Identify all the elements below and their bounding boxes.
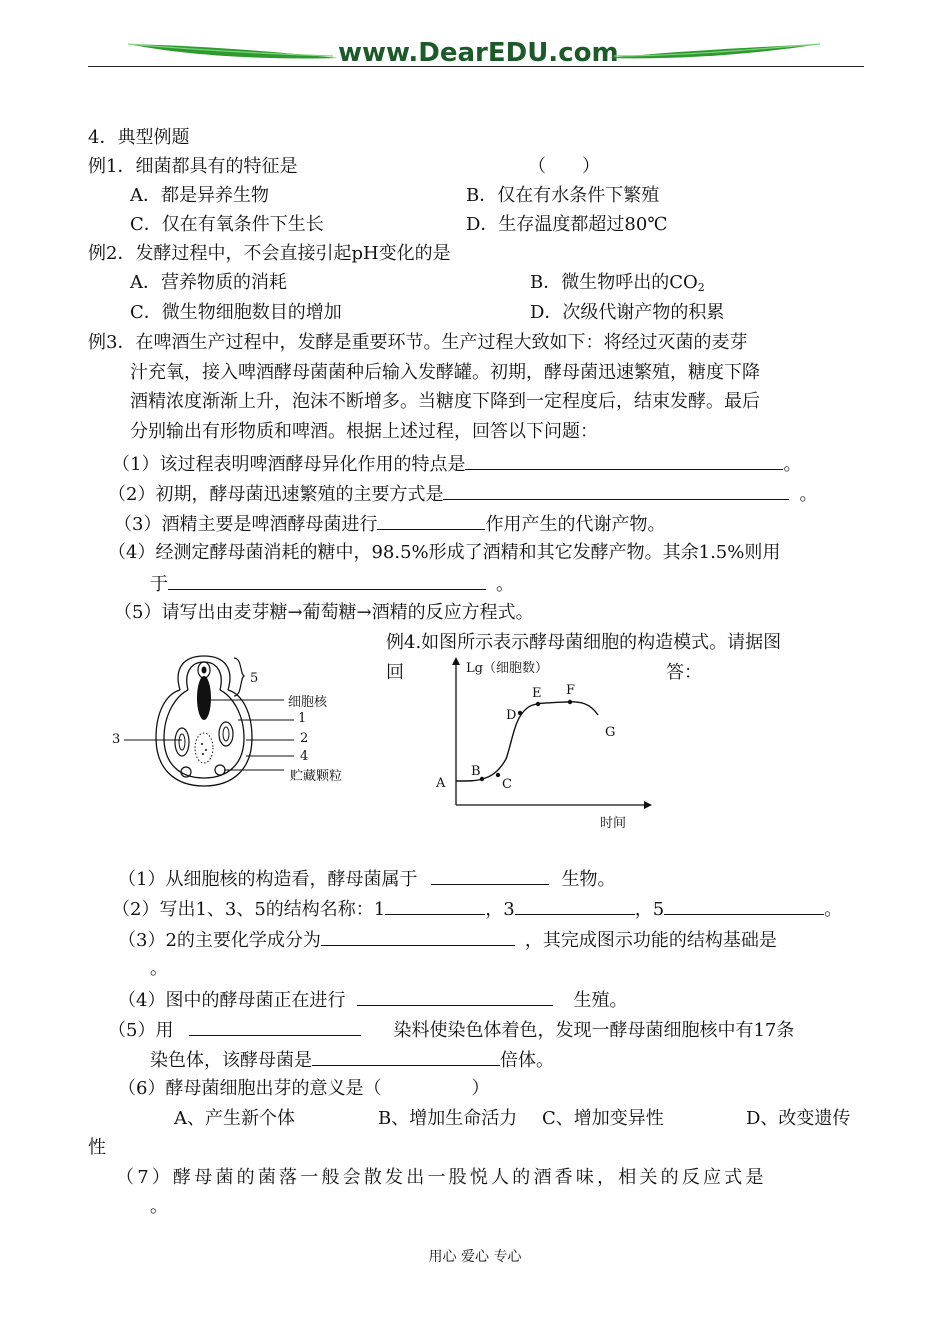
ex3-q4-blank[interactable] — [168, 571, 486, 590]
ex4-q5-blank-dye[interactable] — [189, 1017, 361, 1036]
ex1-option-a: A．都是异养生物 — [130, 185, 269, 206]
ex3-q4: （4）经测定酵母菌消耗的糖中，98.5%形成了酒精和其它发酵产物。其余1.5%则用 — [108, 542, 781, 563]
ex4-intro-2a: 回 — [386, 662, 404, 683]
ex4-q1: （1）从细胞核的构造看，酵母菌属于 生物。 — [118, 866, 615, 892]
label-5: 5 — [250, 671, 259, 686]
graph-point-c: C — [502, 777, 512, 792]
ex3-q3-blank[interactable] — [377, 511, 485, 530]
ex2-option-d: D．次级代谢产物的积累 — [530, 302, 725, 323]
ex3-q3: （3）酒精主要是啤酒酵母菌进行 作用产生的代谢产物。 — [114, 511, 665, 537]
ex3-q1: （1）该过程表明啤酒酵母异化作用的特点是 。 — [112, 451, 801, 477]
ex4-intro-1: 例4.如图所示表示酵母菌细胞的构造模式。请据图 — [386, 632, 782, 653]
header-rule — [88, 66, 864, 67]
graph-point-g: G — [605, 725, 616, 740]
label-nucleus: 细胞核 — [288, 695, 328, 710]
ex4-q6-option-b: B、增加生命活力 — [378, 1108, 518, 1129]
ex4-q6-option-d: D、改变遗传 — [746, 1108, 851, 1129]
ex4-q2-blank-5[interactable] — [664, 896, 824, 915]
ex2-option-c: C．微生物细胞数目的增加 — [130, 302, 342, 323]
graph-point-b: B — [471, 764, 481, 779]
ex1-option-c: C．仅在有氧条件下生长 — [130, 214, 324, 235]
ex4-q5-blank-ploidy[interactable] — [312, 1047, 500, 1066]
ex4-q6-option-a: A、产生新个体 — [174, 1108, 295, 1129]
ex3-q2-blank[interactable] — [443, 481, 789, 500]
label-3: 3 — [112, 732, 121, 747]
graph-point-e: E — [532, 686, 542, 701]
ex3-q1-blank[interactable] — [465, 451, 783, 470]
ex4-q5: （5）用 染料使染色体着色，发现一酵母菌细胞核中有17条 — [108, 1017, 794, 1043]
ex4-q7: （7）酵母菌的菌落一般会散发出一股悦人的酒香味，相关的反应式是 — [116, 1167, 767, 1188]
ex4-q1-blank[interactable] — [431, 866, 549, 885]
ex4-q4: （4）图中的酵母菌正在进行 生殖。 — [118, 987, 627, 1013]
ex4-intro-2b: 答： — [666, 662, 702, 683]
header-leaf-right-icon — [608, 38, 820, 64]
ex4-q4-blank[interactable] — [357, 987, 553, 1006]
ex4-q3-blank[interactable] — [321, 927, 515, 946]
ex3-q2: （2）初期，酵母菌迅速繁殖的主要方式是 。 — [108, 481, 817, 507]
ex4-q6-option-c: C、增加变异性 — [542, 1108, 664, 1129]
ex4-q2-blank-1[interactable] — [385, 896, 485, 915]
ex3-line-1: 例3．在啤酒生产过程中，发酵是重要环节。生产过程大致如下：将经过灭菌的麦芽 — [88, 332, 748, 353]
section-title: 4．典型例题 — [88, 127, 190, 148]
ex4-q6-wrap: 性 — [88, 1137, 106, 1158]
ex4-q5-cont: 染色体，该酵母菌是 倍体。 — [150, 1047, 554, 1073]
ex3-line-2: 汁充氧，接入啤酒酵母菌菌种后输入发酵罐。初期，酵母菌迅速繁殖，糖度下降 — [130, 362, 760, 383]
ex1-option-d: D．生存温度都超过80℃ — [466, 214, 668, 235]
graph-point-a: A — [436, 776, 446, 791]
ex3-q5: （5）请写出由麦芽糖→葡萄糖→酒精的反应方程式。 — [114, 602, 534, 623]
graph-y-axis-label: Lg（细胞数） — [466, 661, 548, 676]
page-footer: 用心 爱心 专心 — [428, 1249, 522, 1265]
label-4: 4 — [300, 749, 309, 764]
ex2-stem: 例2．发酵过程中，不会直接引起pH变化的是 — [88, 243, 451, 264]
ex4-q6: （6）酵母菌细胞出芽的意义是（ ） — [118, 1078, 490, 1099]
ex4-q2-blank-3[interactable] — [515, 896, 635, 915]
graph-point-f: F — [566, 683, 576, 698]
ex4-q7-end: 。 — [150, 1196, 168, 1217]
graph-point-d: D — [506, 708, 517, 723]
growth-curve-graph — [440, 655, 660, 815]
label-1: 1 — [298, 711, 307, 726]
label-2: 2 — [300, 731, 309, 746]
label-storage-granules: 贮藏颗粒 — [290, 769, 343, 784]
ex1-answer-bracket: （ ） — [528, 156, 600, 177]
ex3-line-3: 酒精浓度渐渐上升，泡沫不断增多。当糖度下降到一定程度后，结束发酵。最后 — [130, 391, 760, 412]
ex4-q3: （3）2的主要化学成分为 ，其完成图示功能的结构基础是 — [118, 927, 777, 953]
ex3-line-4: 分别输出有形物质和啤酒。根据上述过程，回答以下问题： — [130, 421, 598, 442]
ex1-stem: 例1．细菌都具有的特征是 — [88, 156, 298, 177]
ex4-q2: （2）写出1、3、5的结构名称：1 ，3 ，5 。 — [112, 896, 842, 922]
ex4-q3-end: 。 — [150, 958, 168, 979]
graph-x-axis-label: 时间 — [600, 816, 627, 831]
site-logo: www.DearEDU.com — [338, 38, 619, 68]
ex2-option-a: A．营养物质的消耗 — [130, 272, 287, 293]
header-leaf-left-icon — [128, 38, 338, 64]
ex2-option-b: B．微生物呼出的$CO_2$ — [530, 272, 705, 294]
ex3-q4-cont: 于 。 — [150, 571, 514, 597]
ex1-option-b: B．仅在有水条件下繁殖 — [466, 185, 660, 206]
